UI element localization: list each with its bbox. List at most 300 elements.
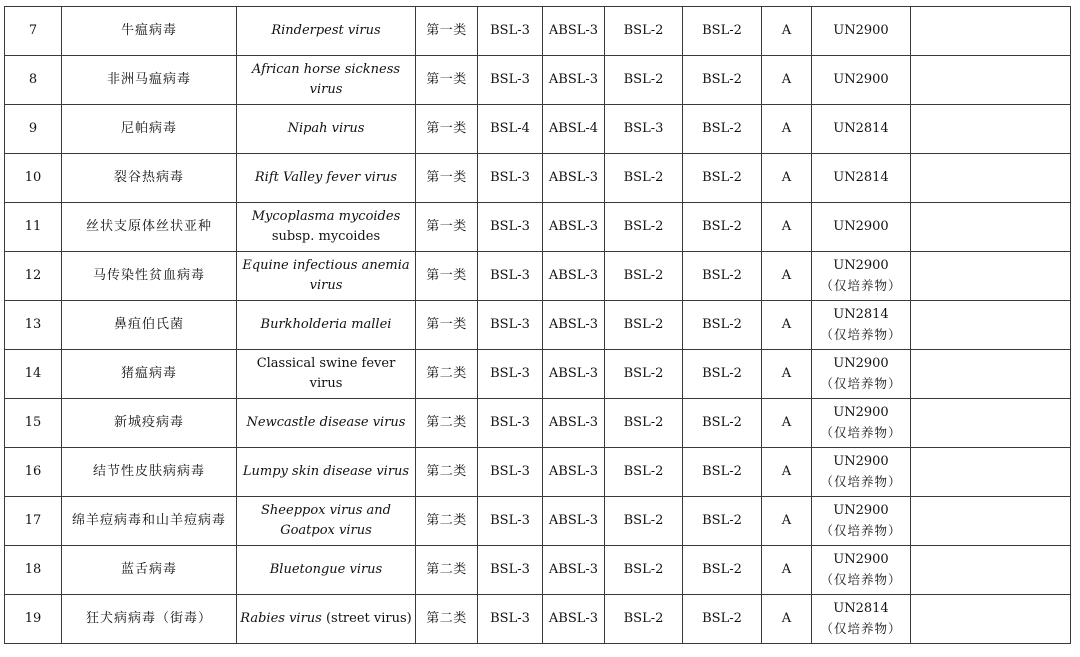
animal-lab-level: ABSL-3 (548, 464, 599, 479)
hazard-class: 第一类 (426, 72, 467, 87)
un-number-cell (812, 105, 911, 154)
hazard-class: 第一类 (426, 219, 467, 234)
animal-lab-level: ABSL-3 (548, 23, 599, 38)
hazard-class-cell (416, 497, 478, 546)
un-note: （仅培养物） (820, 425, 902, 440)
un-number-cell (812, 7, 911, 56)
latin-name: Rinderpest virus (271, 23, 381, 38)
hazard-class-cell (416, 154, 478, 203)
animal-lab-level-cell (543, 350, 605, 399)
lab-level-a: BSL-3 (490, 170, 530, 185)
un-number: UN2900 (833, 454, 889, 469)
remarks-cell (911, 497, 1071, 546)
animal-lab-level: ABSL-3 (548, 611, 599, 626)
table-body (5, 7, 1071, 644)
lab-level-a-cell (478, 546, 543, 595)
chinese-name: 鼻疽伯氏菌 (113, 317, 184, 332)
row-number: 19 (24, 611, 42, 626)
latin-name: Bluetongue virus (269, 562, 383, 577)
lab-level-b-cell (605, 252, 683, 301)
transport-category: A (781, 464, 792, 479)
lab-level-b-cell (605, 56, 683, 105)
lab-level-b-cell (605, 448, 683, 497)
transport-category-cell (762, 546, 812, 595)
transport-category: A (781, 611, 792, 626)
lab-level-b-cell (605, 497, 683, 546)
un-number-cell (812, 448, 911, 497)
un-number-cell (812, 595, 911, 644)
un-number-cell (812, 497, 911, 546)
chinese-name-cell (62, 448, 237, 497)
lab-level-a: BSL-3 (490, 219, 530, 234)
un-number-cell (812, 56, 911, 105)
lab-level-a-cell (478, 350, 543, 399)
chinese-name-cell (62, 203, 237, 252)
un-number: UN2900 (833, 552, 889, 567)
latin-name-cell (237, 497, 416, 546)
latin-name-cell (237, 301, 416, 350)
animal-lab-level: ABSL-4 (548, 121, 599, 136)
chinese-name-cell (62, 252, 237, 301)
chinese-name: 猪瘟病毒 (120, 366, 177, 381)
lab-level-b-cell (605, 203, 683, 252)
animal-lab-level-cell (543, 105, 605, 154)
animal-lab-level: ABSL-3 (548, 268, 599, 283)
table-row (5, 399, 1071, 448)
lab-level-a: BSL-3 (490, 464, 530, 479)
transport-category: A (781, 317, 792, 332)
lab-level-b-cell (605, 546, 683, 595)
table-row (5, 546, 1071, 595)
chinese-name: 新城疫病毒 (113, 415, 184, 430)
latin-name-line2: subsp. mycoides (271, 229, 381, 244)
transport-category-cell (762, 350, 812, 399)
chinese-name: 牛瘟病毒 (120, 23, 177, 38)
transport-category: A (781, 170, 792, 185)
lab-level-b-cell (605, 595, 683, 644)
lab-level-c: BSL-2 (702, 170, 742, 185)
lab-level-a-cell (478, 7, 543, 56)
row-number-cell (5, 154, 62, 203)
lab-level-c-cell (683, 595, 762, 644)
row-number: 17 (24, 513, 42, 528)
lab-level-c-cell (683, 7, 762, 56)
chinese-name-cell (62, 497, 237, 546)
latin-name: Lumpy skin disease virus (242, 464, 410, 479)
lab-level-b-cell (605, 399, 683, 448)
lab-level-c: BSL-2 (702, 513, 742, 528)
chinese-name-cell (62, 595, 237, 644)
lab-level-c-cell (683, 497, 762, 546)
un-number: UN2900 (833, 258, 889, 273)
row-number-cell (5, 595, 62, 644)
transport-category: A (781, 23, 792, 38)
lab-level-a: BSL-3 (490, 513, 530, 528)
lab-level-a: BSL-3 (490, 268, 530, 283)
row-number: 14 (24, 366, 42, 381)
un-number: UN2900 (833, 23, 889, 38)
table-row (5, 105, 1071, 154)
animal-lab-level: ABSL-3 (548, 219, 599, 234)
animal-lab-level: ABSL-3 (548, 72, 599, 87)
row-number-cell (5, 252, 62, 301)
un-number: UN2814 (833, 170, 889, 185)
hazard-class-cell (416, 399, 478, 448)
animal-lab-level-cell (543, 546, 605, 595)
transport-category: A (781, 366, 792, 381)
chinese-name: 绵羊痘病毒和山羊痘病毒 (71, 513, 226, 528)
animal-lab-level-cell (543, 497, 605, 546)
lab-level-a: BSL-3 (490, 562, 530, 577)
row-number-cell (5, 7, 62, 56)
transport-category: A (781, 562, 792, 577)
latin-name-cell (237, 252, 416, 301)
row-number: 18 (24, 562, 42, 577)
lab-level-b: BSL-2 (623, 366, 664, 381)
chinese-name-cell (62, 56, 237, 105)
hazard-class: 第二类 (426, 562, 467, 577)
row-number: 10 (24, 170, 42, 185)
row-number-cell (5, 105, 62, 154)
un-number: UN2814 (833, 121, 889, 136)
row-number-cell (5, 399, 62, 448)
lab-level-b: BSL-2 (623, 562, 664, 577)
hazard-class: 第二类 (426, 415, 467, 430)
hazard-class-cell (416, 252, 478, 301)
remarks-cell (911, 56, 1071, 105)
latin-name: Rift Valley fever virus (254, 170, 398, 185)
un-number-cell (812, 350, 911, 399)
row-number: 11 (24, 219, 42, 234)
un-note: （仅培养物） (820, 621, 902, 636)
lab-level-b: BSL-2 (623, 611, 664, 626)
latin-name-cell (237, 448, 416, 497)
un-note: （仅培养物） (820, 474, 902, 489)
un-number: UN2814 (833, 307, 889, 322)
animal-lab-level: ABSL-3 (548, 415, 599, 430)
transport-category-cell (762, 497, 812, 546)
latin-name: Nipah virus (287, 121, 365, 136)
chinese-name-cell (62, 154, 237, 203)
transport-category-cell (762, 448, 812, 497)
transport-category: A (781, 415, 792, 430)
lab-level-b: BSL-2 (623, 513, 664, 528)
transport-category-cell (762, 105, 812, 154)
chinese-name: 马传染性贫血病毒 (92, 268, 205, 283)
lab-level-c: BSL-2 (702, 23, 742, 38)
hazard-class: 第二类 (426, 611, 467, 626)
remarks-cell (911, 448, 1071, 497)
table-row (5, 448, 1071, 497)
chinese-name: 尼帕病毒 (120, 121, 177, 136)
transport-category-cell (762, 595, 812, 644)
hazard-class-cell (416, 203, 478, 252)
chinese-name: 结节性皮肤病病毒 (92, 464, 205, 479)
transport-category: A (781, 268, 792, 283)
transport-category-cell (762, 203, 812, 252)
lab-level-b: BSL-2 (623, 415, 664, 430)
un-note: （仅培养物） (820, 278, 902, 293)
lab-level-c-cell (683, 154, 762, 203)
chinese-name-cell (62, 546, 237, 595)
hazard-class: 第二类 (426, 366, 467, 381)
transport-category-cell (762, 7, 812, 56)
lab-level-b: BSL-2 (623, 317, 664, 332)
hazard-class-cell (416, 350, 478, 399)
latin-name: Burkholderia mallei (260, 317, 392, 332)
latin-name-line2: Goatpox virus (280, 523, 372, 538)
animal-lab-level-cell (543, 252, 605, 301)
animal-lab-level: ABSL-3 (548, 366, 599, 381)
animal-lab-level-cell (543, 448, 605, 497)
remarks-cell (911, 301, 1071, 350)
latin-name-cell (237, 105, 416, 154)
lab-level-c-cell (683, 56, 762, 105)
chinese-name: 非洲马瘟病毒 (106, 72, 191, 87)
lab-level-b: BSL-2 (623, 268, 664, 283)
lab-level-b-cell (605, 154, 683, 203)
latin-name: African horse sickness virus (251, 62, 401, 97)
lab-level-a: BSL-3 (490, 611, 530, 626)
transport-category-cell (762, 252, 812, 301)
un-note: （仅培养物） (820, 572, 902, 587)
table-row (5, 56, 1071, 105)
row-number: 13 (24, 317, 42, 332)
pathogen-table (4, 6, 1071, 644)
row-number: 12 (24, 268, 42, 283)
animal-lab-level-cell (543, 301, 605, 350)
transport-category-cell (762, 56, 812, 105)
row-number: 8 (28, 72, 38, 87)
lab-level-c: BSL-2 (702, 121, 742, 136)
animal-lab-level: ABSL-3 (548, 513, 599, 528)
lab-level-c: BSL-2 (702, 562, 742, 577)
lab-level-a-cell (478, 56, 543, 105)
latin-name-cell (237, 7, 416, 56)
remarks-cell (911, 7, 1071, 56)
transport-category: A (781, 513, 792, 528)
lab-level-c-cell (683, 350, 762, 399)
row-number-cell (5, 203, 62, 252)
chinese-name: 丝状支原体丝状亚种 (85, 219, 212, 234)
row-number: 9 (28, 121, 38, 136)
animal-lab-level-cell (543, 154, 605, 203)
lab-level-c: BSL-2 (702, 268, 742, 283)
lab-level-c: BSL-2 (702, 219, 742, 234)
animal-lab-level-cell (543, 56, 605, 105)
latin-name-cell (237, 56, 416, 105)
animal-lab-level-cell (543, 595, 605, 644)
hazard-class: 第二类 (426, 464, 467, 479)
chinese-name-cell (62, 7, 237, 56)
lab-level-a: BSL-4 (490, 121, 530, 136)
latin-name-cell (237, 350, 416, 399)
table-row (5, 595, 1071, 644)
table-row (5, 301, 1071, 350)
lab-level-b-cell (605, 7, 683, 56)
lab-level-c-cell (683, 399, 762, 448)
row-number-cell (5, 497, 62, 546)
hazard-class-cell (416, 7, 478, 56)
lab-level-b: BSL-3 (623, 121, 664, 136)
latin-name-line2: virus (309, 278, 343, 293)
remarks-cell (911, 203, 1071, 252)
lab-level-a: BSL-3 (490, 415, 530, 430)
animal-lab-level: ABSL-3 (548, 562, 599, 577)
transport-category: A (781, 219, 792, 234)
table-row (5, 203, 1071, 252)
lab-level-b: BSL-2 (623, 219, 664, 234)
animal-lab-level: ABSL-3 (548, 170, 599, 185)
row-number-cell (5, 350, 62, 399)
remarks-cell (911, 105, 1071, 154)
latin-name: Classical swine fever virus (256, 356, 396, 391)
un-number-cell (812, 301, 911, 350)
lab-level-b: BSL-2 (623, 464, 664, 479)
hazard-class-cell (416, 448, 478, 497)
latin-name: Rabies virus (240, 611, 322, 626)
animal-lab-level-cell (543, 203, 605, 252)
un-number: UN2814 (833, 601, 889, 616)
latin-name: Mycoplasma mycoides (251, 209, 401, 224)
lab-level-a-cell (478, 154, 543, 203)
hazard-class-cell (416, 56, 478, 105)
lab-level-a-cell (478, 448, 543, 497)
row-number: 7 (28, 23, 38, 38)
un-number: UN2900 (833, 72, 889, 87)
un-number-cell (812, 546, 911, 595)
lab-level-b: BSL-2 (623, 170, 664, 185)
lab-level-c: BSL-2 (702, 366, 742, 381)
un-note: （仅培养物） (820, 376, 902, 391)
un-number: UN2900 (833, 219, 889, 234)
lab-level-c-cell (683, 546, 762, 595)
chinese-name: 蓝舌病毒 (120, 562, 177, 577)
lab-level-c-cell (683, 252, 762, 301)
hazard-class: 第一类 (426, 23, 467, 38)
lab-level-c: BSL-2 (702, 72, 742, 87)
row-number-cell (5, 448, 62, 497)
lab-level-a-cell (478, 399, 543, 448)
lab-level-a-cell (478, 497, 543, 546)
hazard-class-cell (416, 546, 478, 595)
un-note: （仅培养物） (820, 327, 902, 342)
remarks-cell (911, 350, 1071, 399)
transport-category-cell (762, 301, 812, 350)
lab-level-a: BSL-3 (490, 23, 530, 38)
chinese-name-cell (62, 301, 237, 350)
hazard-class-cell (416, 301, 478, 350)
animal-lab-level: ABSL-3 (548, 317, 599, 332)
table-row (5, 497, 1071, 546)
hazard-class: 第一类 (426, 121, 467, 136)
lab-level-a-cell (478, 105, 543, 154)
animal-lab-level-cell (543, 399, 605, 448)
un-number-cell (812, 154, 911, 203)
lab-level-a: BSL-3 (490, 72, 530, 87)
lab-level-a: BSL-3 (490, 366, 530, 381)
lab-level-c: BSL-2 (702, 317, 742, 332)
row-number-cell (5, 546, 62, 595)
transport-category-cell (762, 399, 812, 448)
row-number: 15 (24, 415, 42, 430)
hazard-class-cell (416, 105, 478, 154)
hazard-class: 第一类 (426, 317, 467, 332)
lab-level-b-cell (605, 350, 683, 399)
latin-name-cell (237, 203, 416, 252)
row-number-cell (5, 301, 62, 350)
un-number: UN2900 (833, 503, 889, 518)
lab-level-b-cell (605, 301, 683, 350)
latin-name-cell (237, 154, 416, 203)
hazard-class: 第一类 (426, 268, 467, 283)
chinese-name-cell (62, 350, 237, 399)
lab-level-c-cell (683, 105, 762, 154)
lab-level-b-cell (605, 105, 683, 154)
latin-name-cell (237, 595, 416, 644)
lab-level-c: BSL-2 (702, 611, 742, 626)
un-number: UN2900 (833, 356, 889, 371)
lab-level-c-cell (683, 203, 762, 252)
remarks-cell (911, 399, 1071, 448)
remarks-cell (911, 252, 1071, 301)
hazard-class: 第一类 (426, 170, 467, 185)
animal-lab-level-cell (543, 7, 605, 56)
table-row (5, 7, 1071, 56)
row-number: 16 (24, 464, 42, 479)
latin-name: Sheeppox virus and (261, 503, 391, 518)
table-row (5, 252, 1071, 301)
un-number-cell (812, 203, 911, 252)
lab-level-b: BSL-2 (623, 23, 664, 38)
latin-name-cell (237, 399, 416, 448)
lab-level-a: BSL-3 (490, 317, 530, 332)
un-number-cell (812, 252, 911, 301)
transport-category: A (781, 121, 792, 136)
lab-level-a-cell (478, 595, 543, 644)
lab-level-b: BSL-2 (623, 72, 664, 87)
chinese-name-cell (62, 105, 237, 154)
lab-level-a-cell (478, 301, 543, 350)
latin-name-cell (237, 546, 416, 595)
un-number-cell (812, 399, 911, 448)
chinese-name: 狂犬病病毒（街毒） (85, 611, 212, 626)
lab-level-c: BSL-2 (702, 464, 742, 479)
remarks-cell (911, 546, 1071, 595)
un-number: UN2900 (833, 405, 889, 420)
table-row (5, 350, 1071, 399)
latin-name: Newcastle disease virus (246, 415, 406, 430)
lab-level-c: BSL-2 (702, 415, 742, 430)
remarks-cell (911, 154, 1071, 203)
transport-category: A (781, 72, 792, 87)
lab-level-c-cell (683, 448, 762, 497)
row-number-cell (5, 56, 62, 105)
latin-name: Equine infectious anemia (242, 258, 410, 273)
lab-level-c-cell (683, 301, 762, 350)
remarks-cell (911, 595, 1071, 644)
latin-name-suffix: (street virus) (325, 611, 412, 626)
hazard-class-cell (416, 595, 478, 644)
chinese-name: 裂谷热病毒 (113, 170, 184, 185)
hazard-class: 第二类 (426, 513, 467, 528)
table-row (5, 154, 1071, 203)
un-note: （仅培养物） (820, 523, 902, 538)
chinese-name-cell (62, 399, 237, 448)
lab-level-a-cell (478, 203, 543, 252)
transport-category-cell (762, 154, 812, 203)
lab-level-a-cell (478, 252, 543, 301)
